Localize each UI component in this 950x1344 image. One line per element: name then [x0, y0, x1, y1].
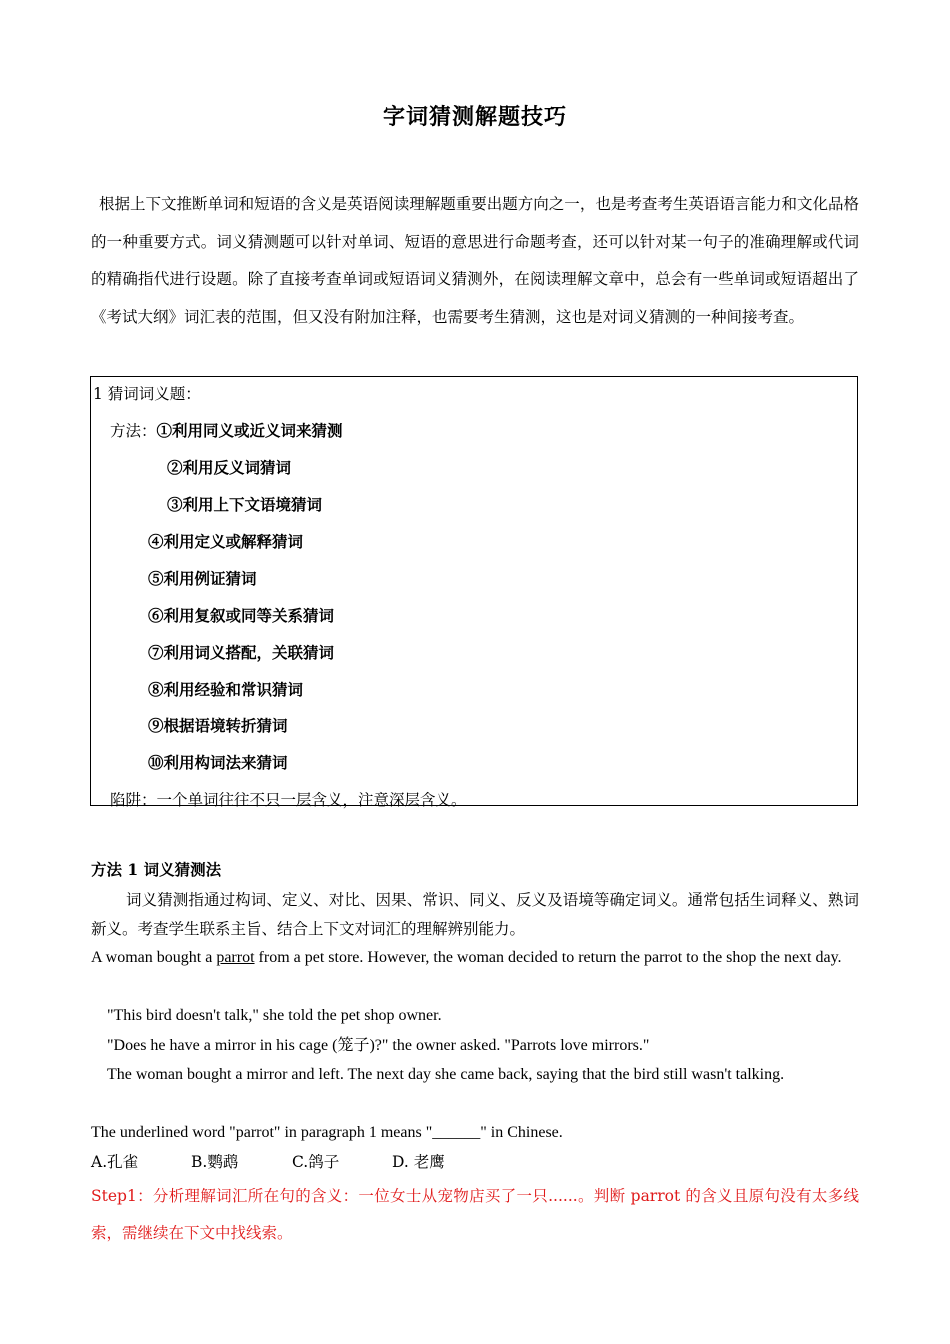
- passage-paragraph-4: The woman bought a mirror and left. The next day she came back, saying that the bird still wasn't talking.: [107, 1066, 785, 1083]
- option-a: A.孔雀: [91, 1153, 139, 1171]
- trap-note: 陷阱：一个单词往往不只一层含义，注意深层含义。: [110, 791, 467, 809]
- page-title: 字词猜测解题技巧: [382, 104, 567, 130]
- passage-p1-before: A woman bought a: [91, 949, 217, 966]
- box-heading: 1 猜词词义题：: [93, 385, 201, 403]
- passage-p1-after: from a pet store. However, the woman decided to return the parrot to the shop the next day.: [254, 949, 842, 966]
- method-2: ②利用反义词猜词: [167, 458, 292, 477]
- step1-analysis: Step1：分析理解词汇所在句的含义：一位女士从宠物店买了一只......。判断 parrot 的含义且原句没有太多线索，需继续在下文中找线索。: [91, 1187, 859, 1242]
- section-heading: 方法 1 词义猜测法: [91, 860, 222, 879]
- passage-paragraph-1: [91, 943, 859, 972]
- method-prefix: 方法：: [110, 422, 157, 440]
- method-1: [110, 419, 343, 441]
- intro-paragraph: 根据上下文推断单词和短语的含义是英语阅读理解题重要出题方向之一，也是考查考生英语语言能力和文化品格的一种重要方式。词义猜测题可以针对单词、短语的意思进行命题考查，还可以针对某一句子的准确理解或代词的精确指代进行设题。除了直接考查单词或短语词义猜测外，在阅读理解文章中，总会有一些单词或短语超出了《考试大纲》词汇表的范围，但又没有附加注释，也需要考生猜测，这也是对词义猜测的一种间接考查。: [91, 195, 859, 326]
- methods-box: [90, 376, 858, 809]
- section-description: 词义猜测指通过构词、定义、对比、因果、常识、同义、反义及语境等确定词义。通常包括生词释义、熟词新义。考查学生联系主旨、结合上下文对词汇的理解辨别能力。: [91, 891, 859, 938]
- passage-paragraph-2: "This bird doesn't talk," she told the pet shop owner.: [107, 1007, 442, 1024]
- method-3: ③利用上下文语境猜词: [167, 495, 323, 514]
- method-8: ⑧利用经验和常识猜词: [148, 680, 304, 699]
- question-text: The underlined word "parrot" in paragraph 1 means "______" in Chinese.: [91, 1124, 563, 1141]
- method-7: ⑦利用词义搭配，关联猜词: [148, 643, 335, 662]
- option-b: B.鹦鹉: [191, 1153, 239, 1171]
- option-d: D. 老鹰: [392, 1153, 445, 1171]
- method-4: ④利用定义或解释猜词: [148, 532, 304, 551]
- method-9: ⑨根据语境转折猜词: [148, 716, 288, 735]
- underlined-word: parrot: [216, 949, 255, 966]
- method-6: ⑥利用复叙或同等关系猜词: [148, 606, 335, 625]
- method-5: ⑤利用例证猜词: [148, 569, 257, 588]
- method-1-text: ①利用同义或近义词来猜测: [156, 421, 343, 440]
- option-c: C.鸽子: [292, 1153, 340, 1171]
- method-10: ⑩利用构词法来猜词: [148, 753, 288, 772]
- passage-paragraph-3: "Does he have a mirror in his cage (笼子)?" the owner asked. "Parrots love mirrors.": [107, 1037, 650, 1054]
